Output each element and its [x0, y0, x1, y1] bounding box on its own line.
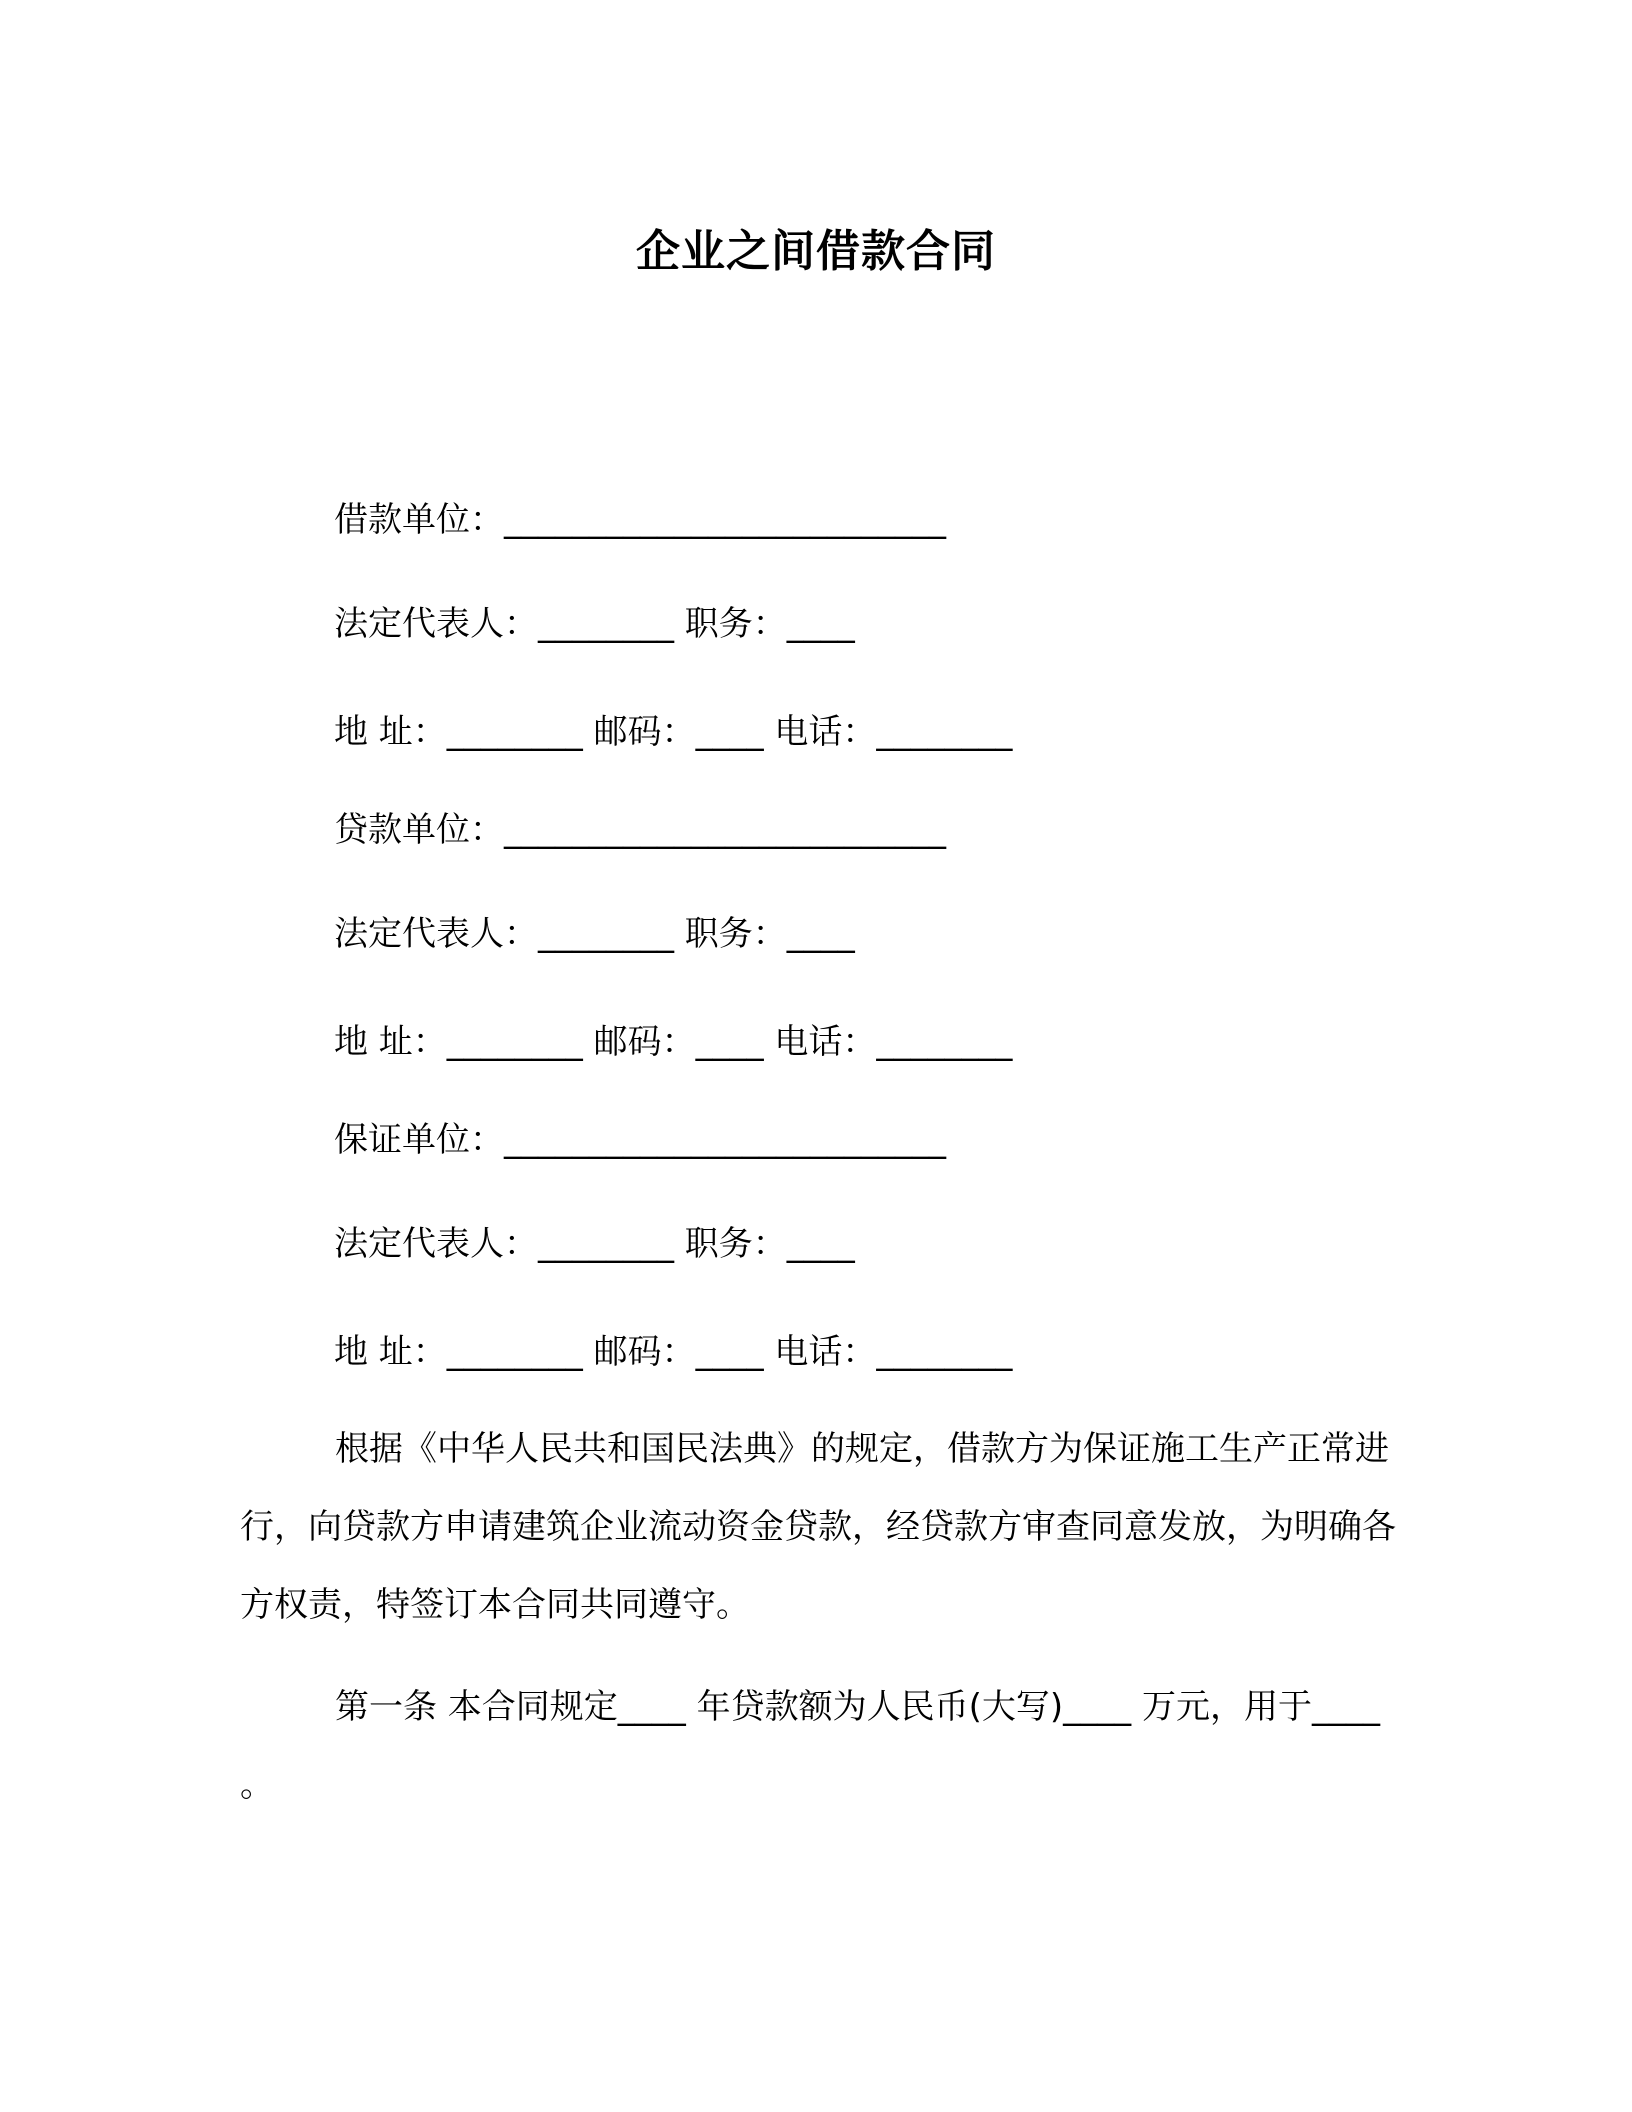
- document-title: 企业之间借款合同: [636, 226, 996, 277]
- lender-address-line: 地 址：________ 邮码：____ 电话：________: [334, 1022, 1013, 1062]
- preamble-paragraph: [240, 1410, 1400, 1644]
- guarantor-unit-line: 保证单位：__________________________: [334, 1120, 946, 1160]
- lender-unit-line: 贷款单位：__________________________: [334, 810, 946, 850]
- preamble-text: 根据《中华人民共和国民法典》的规定，借款方为保证施工生产正常进行，向贷款方申请建筑企业流动资金贷款，经贷款方审查同意发放，为明确各方权责，特签订本合同共同遵守。: [240, 1429, 1396, 1625]
- borrower-unit-line: 借款单位：__________________________: [334, 500, 946, 540]
- article-one-paragraph: [240, 1668, 1400, 1824]
- borrower-address-line: 地 址：________ 邮码：____ 电话：________: [334, 712, 1013, 752]
- lender-representative-line: 法定代表人：________ 职务：____: [334, 914, 855, 954]
- guarantor-address-line: 地 址：________ 邮码：____ 电话：________: [334, 1332, 1013, 1372]
- article-one-text: 第一条 本合同规定____ 年贷款额为人民币(大写)____ 万元，用于____ 。: [240, 1687, 1391, 1805]
- guarantor-representative-line: 法定代表人：________ 职务：____: [334, 1224, 855, 1264]
- borrower-representative-line: 法定代表人：________ 职务：____: [334, 604, 855, 644]
